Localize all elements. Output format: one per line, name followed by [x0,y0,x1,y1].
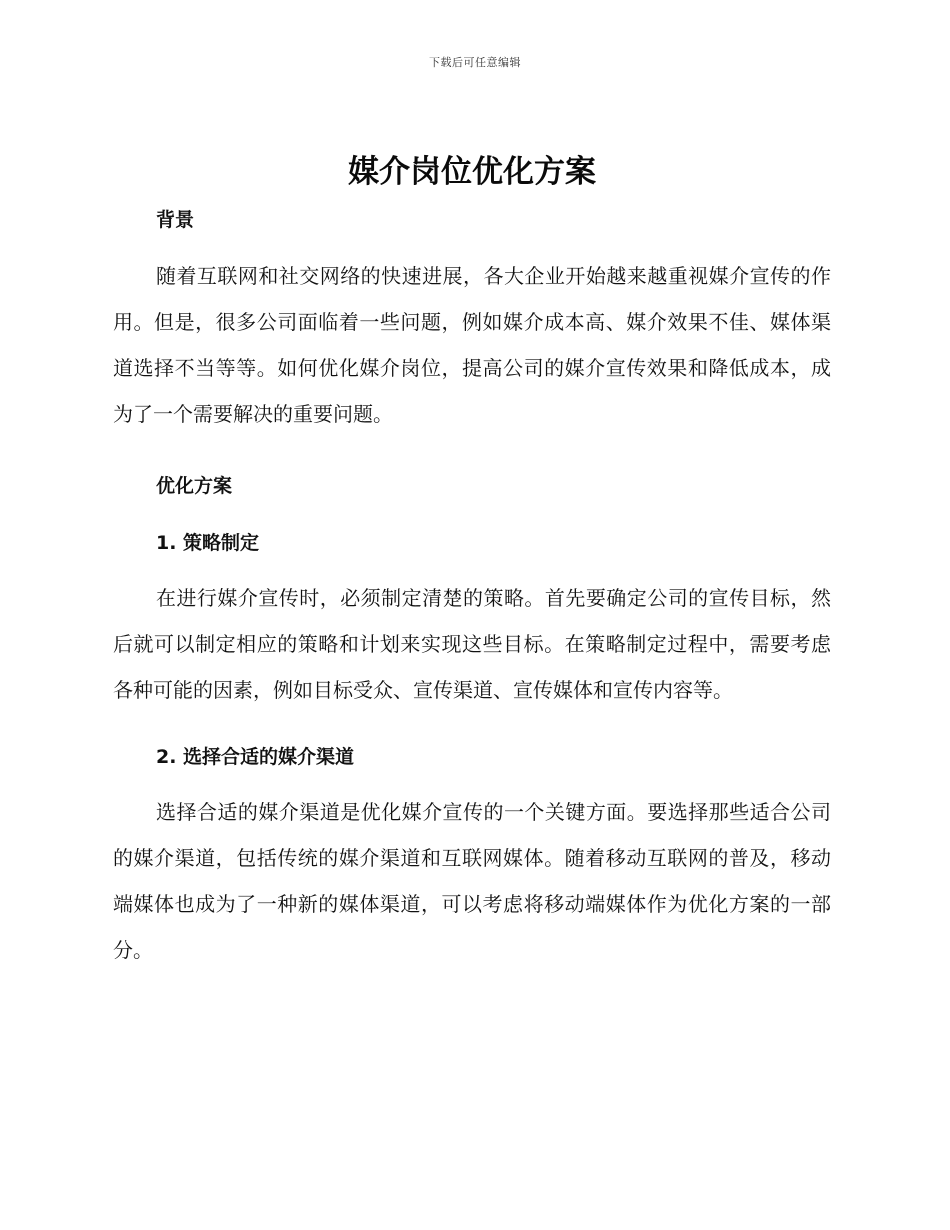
paragraph-strategy: 在进行媒介宣传时，必须制定清楚的策略。首先要确定公司的宣传目标，然后就可以制定相应的策略和计划来实现这些目标。在策略制定过程中，需要考虑各种可能的因素，例如目标受众、宣传渠道、宣传媒体和宣传内容等。 [113,586,831,702]
header-note: 下载后可任意编辑 [429,56,521,69]
document-body [113,150,831,973]
paragraph-media-channel: 选择合适的媒介渠道是优化媒介宣传的一个关键方面。要选择那些适合公司的媒介渠道，包括传统的媒介渠道和互联网媒体。随着移动互联网的普及，移动端媒体也成为了一种新的媒体渠道，可以考虑将移动端媒体作为优化方案的一部分。 [113,800,831,962]
paragraph-background: 随着互联网和社交网络的快速进展，各大企业开始越来越重视媒介宣传的作用。但是，很多公司面临着一些问题，例如媒介成本高、媒介效果不佳、媒体渠道选择不当等等。如何优化媒介岗位，提高公司的媒介宣传效果和降低成本，成为了一个需要解决的重要问题。 [113,264,831,426]
section-heading-strategy: 1. 策略制定 [156,532,260,554]
section-heading-background: 背景 [156,209,195,231]
section-heading-media-channel: 2. 选择合适的媒介渠道 [156,746,355,768]
document-title: 媒介岗位优化方案 [348,154,596,190]
section-heading-optimization-plan: 优化方案 [156,475,233,497]
